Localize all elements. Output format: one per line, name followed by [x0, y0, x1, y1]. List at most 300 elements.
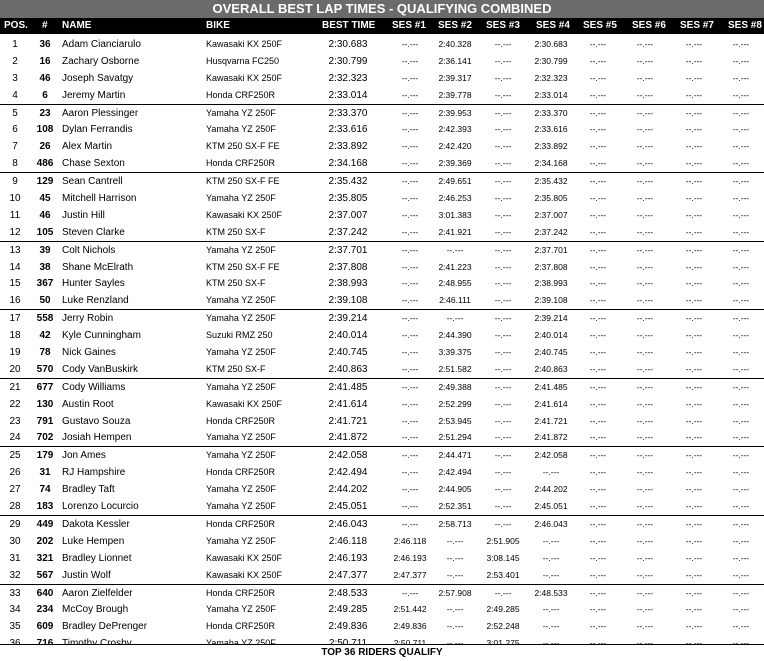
session-6-cell: --.--- [636, 295, 654, 306]
session-6-cell: --.--- [636, 313, 654, 324]
session-3-cell: --.--- [494, 124, 512, 135]
rider-number-cell: 36 [39, 39, 51, 50]
session-2-cell: 2:49.651 [438, 176, 472, 187]
session-6-cell: --.--- [636, 244, 654, 255]
bike-cell: Kawasaki KX 250F [206, 398, 283, 409]
position-cell: 18 [9, 330, 21, 342]
session-2-cell: 2:39.778 [438, 89, 472, 100]
rider-number-cell: 129 [36, 176, 54, 188]
session-2-cell: --.--- [446, 313, 464, 324]
rider-number-cell: 16 [39, 55, 51, 67]
session-8-cell: --.--- [732, 39, 750, 49]
rider-name-cell: Cody Williams [62, 381, 126, 393]
session-5-cell: --.--- [589, 226, 607, 237]
position-cell: 3 [12, 72, 18, 84]
session-4-cell: 2:33.014 [534, 89, 568, 100]
session-4-cell: --.--- [542, 569, 560, 580]
bike-cell: Yamaha YZ 250F [206, 193, 276, 204]
table-row [0, 87, 764, 105]
rider-number-cell: 202 [36, 535, 54, 547]
session-1-cell: --.--- [401, 193, 419, 204]
session-8-cell: --.--- [732, 193, 750, 204]
session-5-cell: --.--- [589, 209, 607, 220]
session-6-cell: --.--- [636, 621, 654, 632]
session-3-cell: --.--- [494, 72, 512, 83]
rider-name-cell: Chase Sexton [62, 158, 125, 170]
session-6-cell: --.--- [636, 226, 654, 237]
best-time-cell: 2:32.323 [328, 72, 368, 84]
session-3-cell: --.--- [494, 244, 512, 255]
best-time-cell: 2:42.058 [328, 450, 368, 462]
rider-number-cell: 486 [36, 158, 54, 170]
session-1-cell: --.--- [401, 484, 419, 495]
table-row [0, 70, 764, 87]
session-2-cell: 2:46.253 [438, 193, 472, 204]
session-5-cell: --.--- [589, 432, 607, 443]
bike-cell: KTM 250 SX-F FE [206, 176, 280, 187]
rider-name-cell: Justin Hill [62, 209, 105, 221]
session-5-cell: --.--- [589, 552, 607, 563]
session-6-cell: --.--- [636, 587, 654, 598]
session-2-cell: 2:58.713 [438, 518, 472, 529]
session-6-cell: --.--- [636, 398, 654, 409]
session-4-cell: 2:30.683 [534, 39, 568, 49]
session-2-cell: 2:44.905 [438, 484, 472, 495]
header-ses-7: SES #7 [680, 20, 714, 31]
rider-number-cell: 234 [36, 604, 54, 616]
session-3-cell: --.--- [494, 501, 512, 512]
header-ses-1: SES #1 [392, 20, 426, 31]
session-6-cell: --.--- [636, 330, 654, 341]
session-8-cell: --.--- [732, 484, 750, 495]
session-5-cell: --.--- [589, 141, 607, 152]
session-8-cell: --.--- [732, 278, 750, 289]
rider-name-cell: Joseph Savatgy [62, 72, 134, 84]
table-row [0, 447, 764, 464]
session-8-cell: --.--- [732, 347, 750, 358]
rider-number-cell: 50 [39, 295, 51, 307]
session-1-cell: --.--- [401, 226, 419, 237]
session-3-cell: --.--- [494, 518, 512, 529]
session-7-cell: --.--- [685, 432, 703, 443]
session-4-cell: 2:35.432 [534, 176, 568, 187]
session-2-cell: 2:53.945 [438, 415, 472, 426]
session-4-cell: --.--- [542, 621, 560, 632]
rider-number-cell: 42 [39, 330, 51, 342]
best-time-cell: 2:33.616 [328, 124, 368, 136]
session-1-cell: --.--- [401, 450, 419, 461]
session-7-cell: --.--- [685, 261, 703, 272]
bike-cell: Husqvarna FC250 [206, 55, 280, 66]
session-3-cell: --.--- [494, 398, 512, 409]
table-row [0, 105, 764, 122]
best-time-cell: 2:46.118 [328, 535, 368, 547]
session-4-cell: 2:37.808 [534, 261, 568, 272]
session-7-cell: --.--- [685, 604, 703, 615]
rider-number-cell: 558 [36, 313, 54, 325]
session-1-cell: 2:49.836 [393, 621, 427, 632]
session-2-cell: 2:36.141 [438, 55, 472, 66]
position-cell: 21 [9, 381, 21, 393]
position-cell: 13 [9, 244, 21, 256]
session-5-cell: --.--- [589, 467, 607, 478]
table-row [0, 567, 764, 585]
session-6-cell: --.--- [636, 450, 654, 461]
session-6-cell: --.--- [636, 209, 654, 220]
session-8-cell: --.--- [732, 450, 750, 461]
rider-name-cell: Lorenzo Locurcio [62, 501, 139, 513]
position-cell: 32 [9, 569, 21, 581]
rider-name-cell: RJ Hampshire [62, 467, 126, 479]
table-row [0, 275, 764, 292]
session-7-cell: --.--- [685, 501, 703, 512]
session-7-cell: --.--- [685, 415, 703, 426]
session-5-cell: --.--- [589, 176, 607, 187]
session-2-cell: 2:42.420 [438, 141, 472, 152]
session-7-cell: --.--- [685, 124, 703, 135]
session-6-cell: --.--- [636, 518, 654, 529]
session-3-cell: 2:52.248 [486, 621, 520, 632]
position-cell: 30 [9, 535, 21, 547]
session-5-cell: --.--- [589, 313, 607, 324]
position-cell: 19 [9, 347, 21, 359]
session-2-cell: 2:52.351 [438, 501, 472, 512]
session-5-cell: --.--- [589, 89, 607, 100]
rider-name-cell: Gustavo Souza [62, 415, 131, 427]
session-8-cell: --.--- [732, 107, 750, 118]
table-row [0, 396, 764, 413]
session-1-cell: --.--- [401, 89, 419, 100]
session-5-cell: --.--- [589, 72, 607, 83]
position-cell: 27 [9, 484, 21, 496]
session-3-cell: --.--- [494, 141, 512, 152]
rider-name-cell: Luke Hempen [62, 535, 125, 547]
rider-name-cell: Nick Gaines [62, 347, 116, 359]
rider-name-cell: Dakota Kessler [62, 518, 130, 530]
session-6-cell: --.--- [636, 363, 654, 374]
session-7-cell: --.--- [685, 330, 703, 341]
session-5-cell: --.--- [589, 363, 607, 374]
rider-name-cell: Jon Ames [62, 450, 106, 462]
rider-name-cell: Justin Wolf [62, 569, 111, 581]
bike-cell: Kawasaki KX 250F [206, 39, 283, 49]
session-3-cell: 2:51.905 [486, 535, 520, 546]
session-7-cell: --.--- [685, 398, 703, 409]
session-7-cell: --.--- [685, 363, 703, 374]
session-2-cell: 3:01.383 [438, 209, 472, 220]
rider-number-cell: 367 [36, 278, 54, 290]
rider-name-cell: Jeremy Martin [62, 89, 126, 101]
session-7-cell: --.--- [685, 552, 703, 563]
session-6-cell: --.--- [636, 278, 654, 289]
session-2-cell: 2:39.369 [438, 158, 472, 169]
rider-name-cell: Sean Cantrell [62, 176, 123, 188]
session-6-cell: --.--- [636, 569, 654, 580]
best-time-cell: 2:30.799 [328, 55, 368, 67]
session-6-cell: --.--- [636, 604, 654, 615]
session-6-cell: --.--- [636, 176, 654, 187]
position-cell: 7 [12, 141, 18, 153]
session-5-cell: --.--- [589, 124, 607, 135]
session-4-cell: 2:38.993 [534, 278, 568, 289]
session-1-cell: --.--- [401, 124, 419, 135]
session-2-cell: 2:41.223 [438, 261, 472, 272]
session-1-cell: --.--- [401, 432, 419, 443]
session-5-cell: --.--- [589, 484, 607, 495]
session-2-cell: --.--- [446, 604, 464, 615]
session-5-cell: --.--- [589, 621, 607, 632]
session-5-cell: --.--- [589, 39, 607, 49]
table-row [0, 121, 764, 138]
table-row [0, 242, 764, 259]
rider-name-cell: Kyle Cunningham [62, 330, 141, 342]
bike-cell: Yamaha YZ 250F [206, 244, 276, 255]
best-time-cell: 2:45.051 [328, 501, 368, 513]
table-row [0, 379, 764, 396]
session-2-cell: 2:51.294 [438, 432, 472, 443]
session-7-cell: --.--- [685, 176, 703, 187]
position-cell: 6 [12, 124, 18, 136]
session-2-cell: 2:40.328 [438, 39, 472, 49]
table-row [0, 585, 764, 602]
session-8-cell: --.--- [732, 176, 750, 187]
session-7-cell: --.--- [685, 313, 703, 324]
session-3-cell: --.--- [494, 587, 512, 598]
table-row [0, 53, 764, 70]
rider-number-cell: 791 [36, 415, 54, 427]
position-cell: 28 [9, 501, 21, 513]
session-7-cell: --.--- [685, 278, 703, 289]
session-2-cell: --.--- [446, 552, 464, 563]
bike-cell: Honda CRF250R [206, 89, 276, 100]
rider-number-cell: 677 [36, 381, 54, 393]
best-time-cell: 2:37.007 [328, 209, 368, 221]
bike-cell: Yamaha YZ 250F [206, 450, 276, 461]
bike-cell: KTM 250 SX-F [206, 226, 266, 237]
best-time-cell: 2:41.872 [328, 432, 368, 444]
table-row [0, 361, 764, 379]
session-5-cell: --.--- [589, 158, 607, 169]
session-6-cell: --.--- [636, 89, 654, 100]
bike-cell: Kawasaki KX 250F [206, 569, 283, 580]
best-time-cell: 2:34.168 [328, 158, 368, 170]
bike-cell: Yamaha YZ 250F [206, 604, 276, 615]
session-3-cell: --.--- [494, 209, 512, 220]
rider-name-cell: Luke Renzland [62, 295, 129, 307]
position-cell: 11 [9, 209, 21, 221]
session-5-cell: --.--- [589, 518, 607, 529]
best-time-cell: 2:35.805 [328, 193, 368, 205]
session-2-cell: 2:42.494 [438, 467, 472, 478]
session-3-cell: --.--- [494, 484, 512, 495]
bike-cell: Kawasaki KX 250F [206, 209, 283, 220]
header-ses-6: SES #6 [632, 20, 666, 31]
session-6-cell: --.--- [636, 535, 654, 546]
session-2-cell: --.--- [446, 621, 464, 632]
rider-number-cell: 46 [39, 72, 51, 84]
table-row [0, 464, 764, 481]
bike-cell: Honda CRF250R [206, 587, 276, 598]
position-cell: 17 [9, 313, 21, 325]
table-row [0, 498, 764, 516]
table-row [0, 344, 764, 361]
session-8-cell: --.--- [732, 621, 750, 632]
session-4-cell: --.--- [542, 467, 560, 478]
session-3-cell: --.--- [494, 176, 512, 187]
session-8-cell: --.--- [732, 244, 750, 255]
session-4-cell: 2:46.043 [534, 518, 568, 529]
rider-number-cell: 74 [39, 484, 51, 496]
best-time-cell: 2:38.993 [328, 278, 368, 290]
session-8-cell: --.--- [732, 587, 750, 598]
position-cell: 31 [9, 552, 21, 564]
table-row [0, 259, 764, 276]
session-5-cell: --.--- [589, 347, 607, 358]
position-cell: 8 [12, 158, 18, 170]
session-3-cell: --.--- [494, 39, 512, 49]
session-6-cell: --.--- [636, 484, 654, 495]
table-row [0, 292, 764, 310]
session-4-cell: 2:40.014 [534, 330, 568, 341]
bike-cell: Yamaha YZ 250F [206, 107, 276, 118]
rider-name-cell: Alex Martin [62, 141, 113, 153]
rider-number-cell: 449 [36, 518, 54, 530]
session-7-cell: --.--- [685, 381, 703, 392]
bike-cell: Yamaha YZ 250F [206, 432, 276, 443]
session-6-cell: --.--- [636, 55, 654, 66]
session-8-cell: --.--- [732, 313, 750, 324]
rider-number-cell: 23 [39, 107, 51, 119]
session-5-cell: --.--- [589, 604, 607, 615]
rider-number-cell: 78 [39, 347, 51, 359]
session-4-cell: 2:37.242 [534, 226, 568, 237]
session-8-cell: --.--- [732, 398, 750, 409]
session-5-cell: --.--- [589, 55, 607, 66]
session-1-cell: --.--- [401, 381, 419, 392]
session-1-cell: --.--- [401, 398, 419, 409]
position-cell: 12 [9, 226, 21, 238]
session-6-cell: --.--- [636, 107, 654, 118]
bike-cell: Honda CRF250R [206, 158, 276, 169]
footer-note: TOP 36 RIDERS QUALIFY [0, 644, 764, 661]
session-6-cell: --.--- [636, 467, 654, 478]
rider-name-cell: Josiah Hempen [62, 432, 132, 444]
session-8-cell: --.--- [732, 261, 750, 272]
session-6-cell: --.--- [636, 552, 654, 563]
session-6-cell: --.--- [636, 124, 654, 135]
rider-name-cell: Bradley Taft [62, 484, 115, 496]
session-3-cell: 2:53.401 [486, 569, 520, 580]
table-row [0, 429, 764, 447]
session-5-cell: --.--- [589, 244, 607, 255]
rider-name-cell: Aaron Zielfelder [62, 587, 133, 599]
session-1-cell: --.--- [401, 209, 419, 220]
session-2-cell: 2:48.955 [438, 278, 472, 289]
session-4-cell: 2:41.872 [534, 432, 568, 443]
rider-number-cell: 45 [39, 193, 51, 205]
position-cell: 9 [12, 176, 18, 188]
session-6-cell: --.--- [636, 347, 654, 358]
rider-name-cell: Austin Root [62, 398, 114, 410]
rider-name-cell: Adam Cianciarulo [62, 39, 141, 50]
best-time-cell: 2:46.043 [328, 518, 368, 530]
session-1-cell: 2:51.442 [393, 604, 427, 615]
header-ses-3: SES #3 [486, 20, 520, 31]
session-5-cell: --.--- [589, 398, 607, 409]
session-8-cell: --.--- [732, 330, 750, 341]
session-5-cell: --.--- [589, 193, 607, 204]
position-cell: 26 [9, 467, 21, 479]
rider-name-cell: Cody VanBuskirk [62, 363, 138, 375]
session-6-cell: --.--- [636, 261, 654, 272]
session-3-cell: --.--- [494, 450, 512, 461]
position-cell: 15 [9, 278, 21, 290]
session-1-cell: --.--- [401, 39, 419, 49]
session-1-cell: 2:47.377 [393, 569, 427, 580]
position-cell: 33 [9, 587, 21, 599]
session-2-cell: --.--- [446, 244, 464, 255]
bike-cell: Honda CRF250R [206, 467, 276, 478]
session-4-cell: 2:33.370 [534, 107, 568, 118]
table-row [0, 618, 764, 635]
session-7-cell: --.--- [685, 467, 703, 478]
session-1-cell: 2:46.193 [393, 552, 427, 563]
rider-number-cell: 567 [36, 569, 54, 581]
bike-cell: Kawasaki KX 250F [206, 552, 283, 563]
best-time-cell: 2:42.494 [328, 467, 368, 479]
rider-number-cell: 46 [39, 209, 51, 221]
table-row [0, 327, 764, 344]
bike-cell: Honda CRF250R [206, 518, 276, 529]
session-7-cell: --.--- [685, 244, 703, 255]
rider-number-cell: 702 [36, 432, 54, 444]
best-time-cell: 2:41.485 [328, 381, 368, 393]
rider-name-cell: Bradley Lionnet [62, 552, 132, 564]
session-6-cell: --.--- [636, 39, 654, 49]
session-1-cell: --.--- [401, 501, 419, 512]
session-3-cell: --.--- [494, 193, 512, 204]
session-3-cell: 2:49.285 [486, 604, 520, 615]
session-4-cell: --.--- [542, 535, 560, 546]
rider-number-cell: 38 [39, 261, 51, 273]
session-6-cell: --.--- [636, 415, 654, 426]
session-2-cell: 2:41.921 [438, 226, 472, 237]
session-1-cell: --.--- [401, 55, 419, 66]
table-row [0, 224, 764, 242]
session-8-cell: --.--- [732, 381, 750, 392]
session-8-cell: --.--- [732, 158, 750, 169]
session-4-cell: 2:37.701 [534, 244, 568, 255]
rider-name-cell: Jerry Robin [62, 313, 114, 325]
session-5-cell: --.--- [589, 450, 607, 461]
session-1-cell: --.--- [401, 330, 419, 341]
session-1-cell: --.--- [401, 158, 419, 169]
table-row [0, 310, 764, 327]
best-time-cell: 2:49.836 [328, 621, 368, 633]
session-1-cell: --.--- [401, 261, 419, 272]
bike-cell: Yamaha YZ 250F [206, 347, 276, 358]
bike-cell: Yamaha YZ 250F [206, 124, 276, 135]
session-3-cell: --.--- [494, 295, 512, 306]
rider-name-cell: Zachary Osborne [62, 55, 140, 67]
position-cell: 10 [9, 193, 21, 205]
bike-cell: Suzuki RMZ 250 [206, 330, 273, 341]
session-5-cell: --.--- [589, 415, 607, 426]
session-7-cell: --.--- [685, 209, 703, 220]
session-7-cell: --.--- [685, 107, 703, 118]
session-8-cell: --.--- [732, 89, 750, 100]
best-time-cell: 2:49.285 [328, 604, 368, 616]
